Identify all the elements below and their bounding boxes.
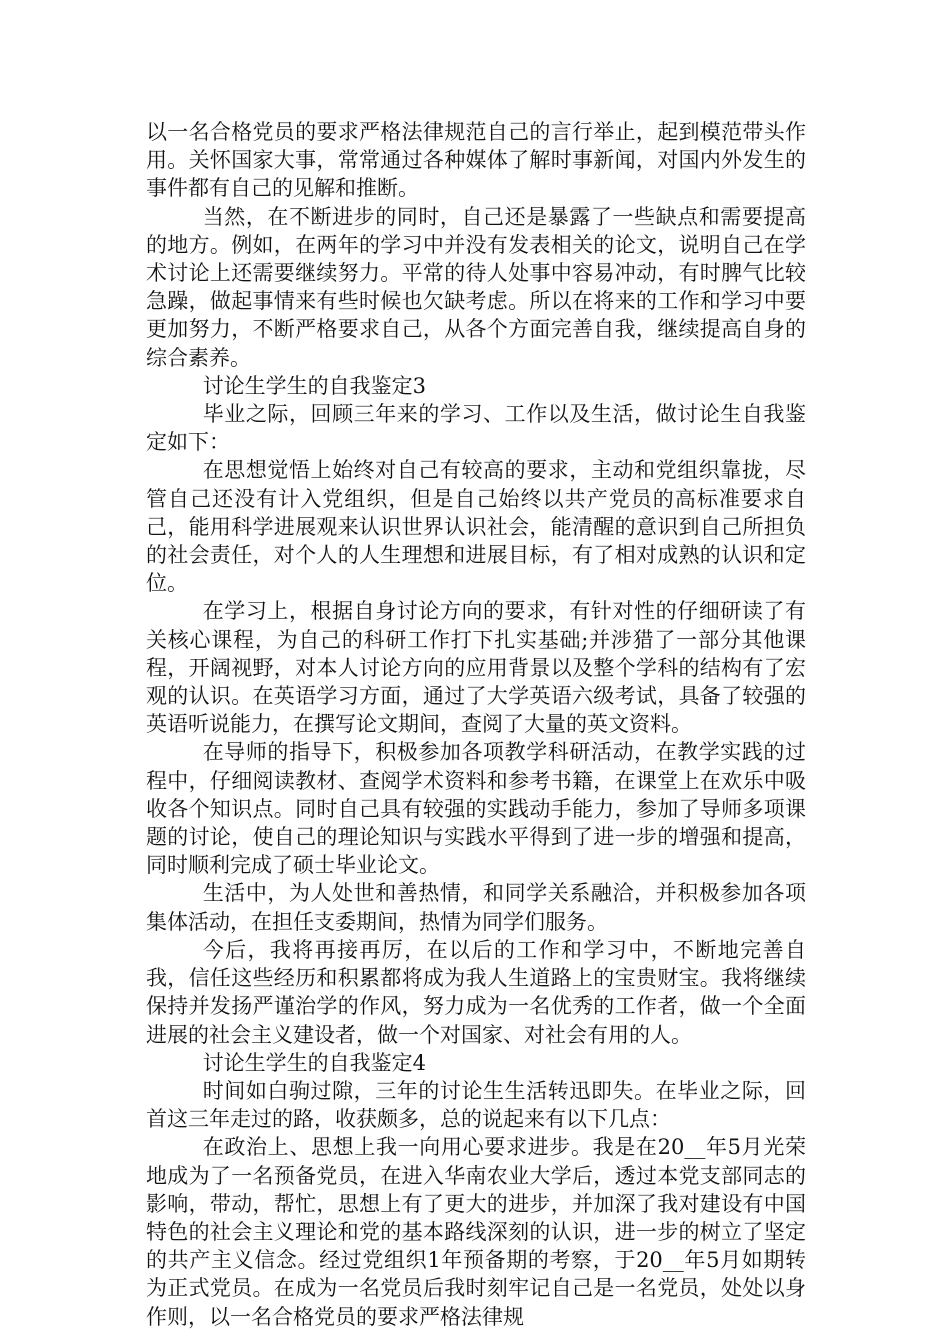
paragraph-6: 在导师的指导下，积极参加各项教学科研活动，在教学实践的过程中，仔细阅读教材、查阅学术资料和参考书籍，在课堂上在欢乐中吸收各个知识点。同时自己具有较强的实践动手能力，参加了导师多项课题的讨论，使自己的理论知识与实践水平得到了进一步的增强和提高，同时顺利完成了硕士毕业论文。 xyxy=(146,740,806,878)
paragraph-4: 在思想觉悟上始终对自己有较高的要求，主动和党组织靠拢，尽管自己还没有计入党组织，但是自己始终以共产党员的高标准要求自己，能用科学进展观来认识世界认识社会，能清醒的意识到自己所担负的社会责任，对个人的人生理想和进展目标，有了相对成熟的认识和定位。 xyxy=(146,458,806,596)
section-heading-4: 讨论生学生的自我鉴定4 xyxy=(202,1050,427,1075)
paragraph-9: 时间如白驹过隙，三年的讨论生生活转迅即失。在毕业之际，回首这三年走过的路，收获颇多，总的说起来有以下几点： xyxy=(146,1078,806,1132)
paragraph-3: 毕业之际，回顾三年来的学习、工作以及生活，做讨论生自我鉴定如下： xyxy=(146,402,806,455)
paragraph-1: 以一名合格党员的要求严格法律规范自己的言行举止，起到模范带头作用。关怀国家大事，常常通过各种媒体了解时事新闻，对国内外发生的事件都有自己的见解和推断。 xyxy=(146,120,806,201)
document-page xyxy=(146,118,806,1331)
paragraph-10: 在政治上、思想上我一向用心要求进步。我是在20__年5月光荣地成为了一名预备党员，在进入华南农业大学后，透过本党支部同志的影响，带动，帮忙，思想上有了更大的进步，并加深了我对建设有中国特色的社会主义理论和党的基本路线深刻的认识，进一步的树立了坚定的共产主义信念。经过党组织1年预备期的考察，于20__年5月如期转为正式党员。在成为一名党员后我时刻牢记自己是一名党员，处处以身作则，以一名合格党员的要求严格法律规 xyxy=(146,1135,806,1329)
paragraph-8: 今后，我将再接再厉，在以后的工作和学习中，不断地完善自我，信任这些经历和积累都将成为我人生道路上的宝贵财宝。我将继续保持并发扬严谨治学的作风，努力成为一名优秀的工作者，做一个全面进展的社会主义建设者，做一个对国家、对社会有用的人。 xyxy=(146,937,806,1047)
paragraph-7: 生活中，为人处世和善热情，和同学关系融洽，并积极参加各项集体活动，在担任支委期间，热情为同学们服务。 xyxy=(146,881,806,934)
paragraph-2: 当然，在不断进步的同时，自己还是暴露了一些缺点和需要提高的地方。例如，在两年的学习中并没有发表相关的论文，说明自己在学术讨论上还需要继续努力。平常的待人处事中容易冲动，有时脾气比较急躁，做起事情来有些时候也欠缺考虑。所以在将来的工作和学习中要更加努力，不断严格要求自己，从各个方面完善自我，继续提高自身的综合素养。 xyxy=(146,204,806,370)
section-heading-3: 讨论生学生的自我鉴定3 xyxy=(202,373,427,398)
paragraph-5: 在学习上，根据自身讨论方向的要求，有针对性的仔细研读了有关核心课程，为自己的科研工作打下扎实基础;并涉猎了一部分其他课程，开阔视野，对本人讨论方向的应用背景以及整个学科的结构有了宏观的认识。在英语学习方面，通过了大学英语六级考试，具备了较强的英语听说能力，在撰写论文期间，查阅了大量的英文资料。 xyxy=(146,599,806,737)
